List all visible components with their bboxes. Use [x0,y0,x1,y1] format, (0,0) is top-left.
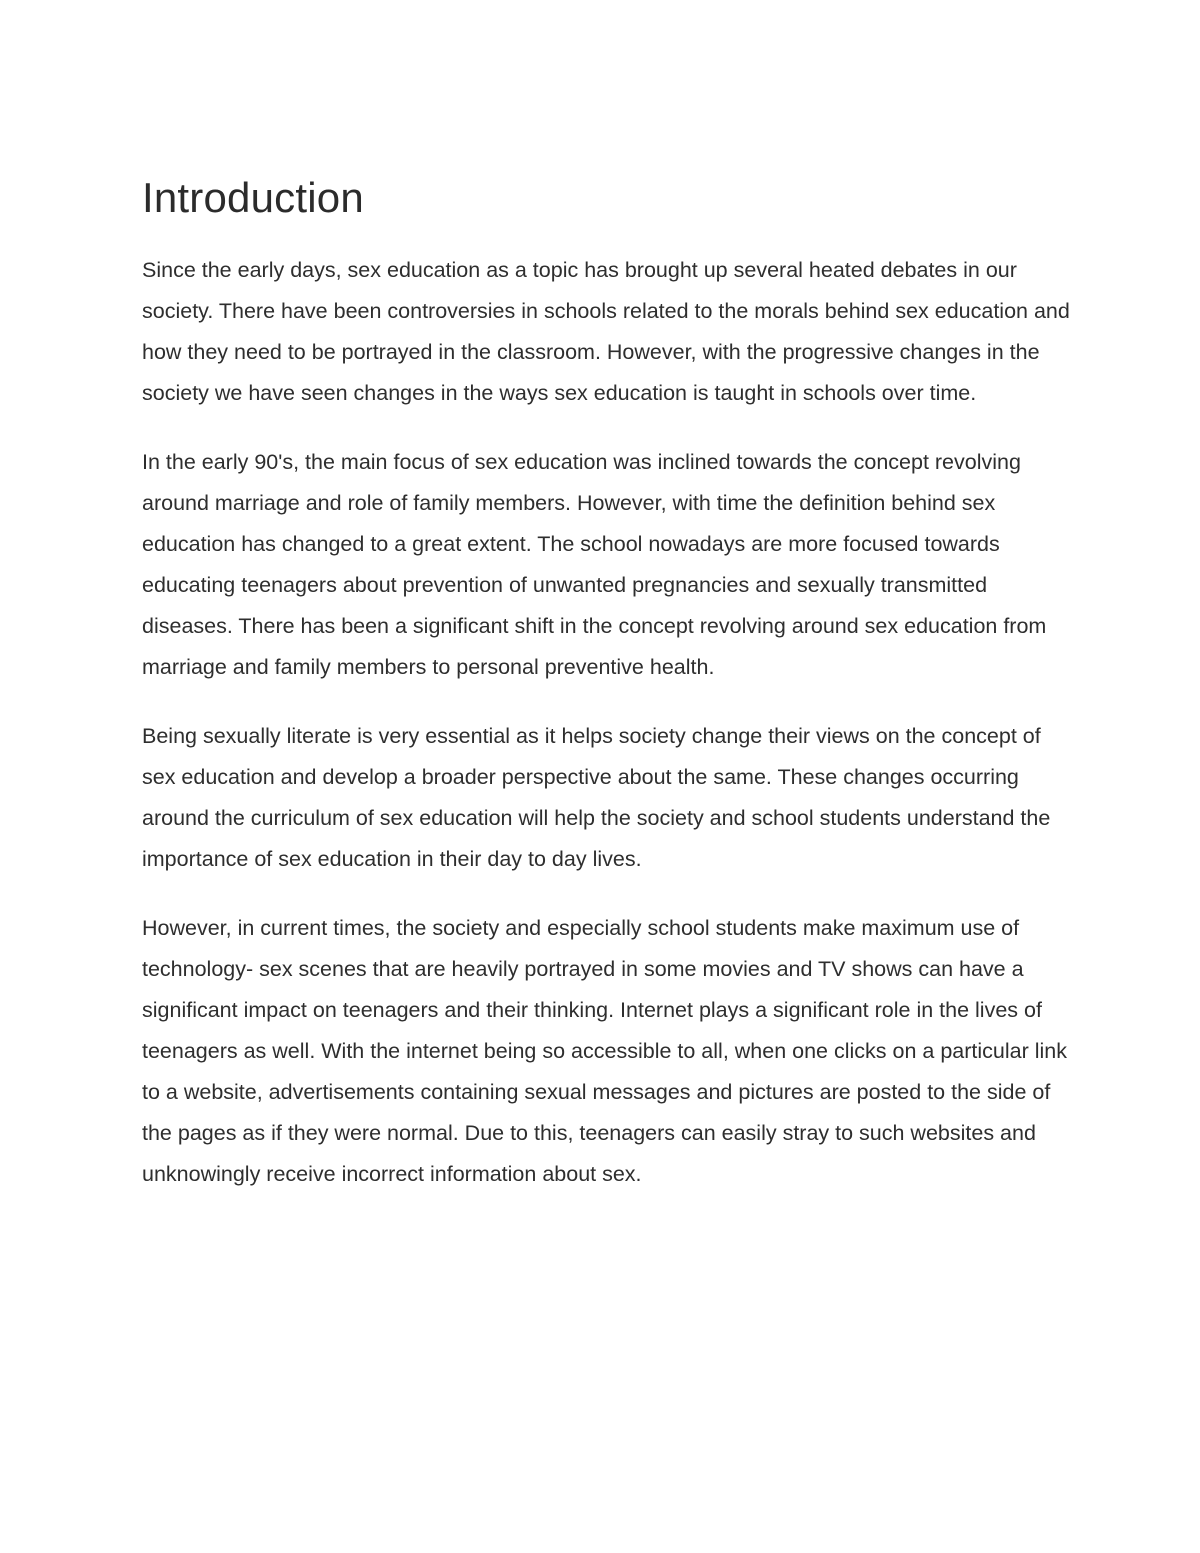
paragraph-2: In the early 90's, the main focus of sex education was inclined towards the concept revolving around marriage and role of family members. However, with time the definition behind sex education has changed to a great extent. The school nowadays are more focused towards educating teenagers about prevention of unwanted pregnancies and sexually transmitted diseases. There has been a significant shift in the concept revolving around sex education from marriage and family members to personal preventive health. [142,450,1047,679]
paragraph-4: However, in current times, the society and especially school students make maximum use of technology- sex scenes that are heavily portrayed in some movies and TV shows can have a significant impact on teenagers and their thinking. Internet plays a significant role in the lives of teenagers as well. With the internet being so accessible to all, when one clicks on a particular link to a website, advertisements containing sexual messages and pictures are posted to the side of the pages as if they were normal. Due to this, teenagers can easily stray to such websites and unknowingly receive incorrect information about sex. [142,916,1067,1186]
document-body [142,170,1072,1223]
document-title: Introduction [142,174,364,221]
paragraph-3: Being sexually literate is very essential as it helps society change their views on the concept of sex education and develop a broader perspective about the same. These changes occurring around the curriculum of sex education will help the society and school students understand the importance of sex education in their day to day lives. [142,724,1051,871]
paragraph-1: Since the early days, sex education as a topic has brought up several heated debates in our society. There have been controversies in schools related to the morals behind sex education and how they need to be portrayed in the classroom. However, with the progressive changes in the society we have seen changes in the ways sex education is taught in schools over time. [142,258,1070,405]
